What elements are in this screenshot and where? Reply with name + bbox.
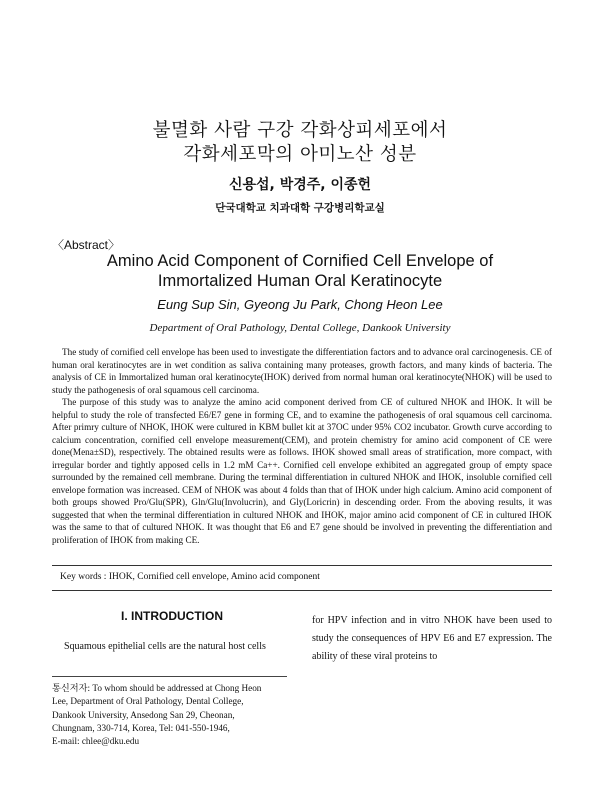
footnote-line: Chungnam, 330-714, Korea, Tel: 041-550-1946, — [52, 722, 230, 733]
divider-top — [52, 565, 552, 566]
korean-title-line-2: 각화세포막의 아미노산 성분 — [183, 144, 417, 165]
english-affiliation: Department of Oral Pathology, Dental College, Dankook University — [149, 322, 451, 334]
abstract-paragraph-1: The study of cornified cell envelope has been used to investigate the differentiation factors and to advance oral carcinogenesis. CE of human oral keratinocytes are in wet condition as saliva containing many proteases, growth factors, and many kinds of bacteria. The analysis of CE in Immortalized human oral keratinocyte(IHOK) derived from normal human oral keratinocyte(NHOK) will be used to study the pathogenesis of oral squamous cell carcinoma. — [52, 347, 552, 395]
intro-right-column: for HPV infection and in vitro NHOK have been used to study the consequences of HPV E6 and E7 expression. The ability of these viral proteins to — [312, 615, 552, 662]
divider-bottom — [52, 590, 552, 591]
footnote-divider — [52, 676, 287, 677]
footnote-line: Dankook University, Ansedong San 29, Cheonan, — [52, 709, 235, 720]
footnote-line: E-mail: chlee@dku.edu — [52, 736, 140, 747]
abstract-paragraph-2: The purpose of this study was to analyze the amino acid component derived from CE of cultured NHOK and IHOK. It will be helpful to study the role of transfected E6/E7 gene in forming CE, and to examine the pathogenesis of oral squamous cell carcinoma. After primry culture of NHOK, IHOK were cultured in KBM bullet kit at 37OC under 95% CO2 incubator. Growth curve according to calcium concentration, cornified cell envelope measurement(CEM), and protein chemistry for amino acid component of CE were done(Mena±SD), respectively. The obtained results were as follows. IHOK showed small areas of stratification, more compact, with irregular border and tightly apposed cells in 1.2 mM Ca++. Cornified cell envelope exhibited an aggregated group of empty space surrounded by the remained cell membrane. During the terminal differentiation in cultured NHOK and IHOK, insoluble cornified cell envelope formation was increased. CEM of NHOK was about 4 folds than that of IHOK under high calcium. Amino acid component of both groups showed Pro/Glu(SPR), Gln/Glu(Involucrin), and Gly(Loricrin) in descending order. From the aboving results, it was suggested that when the terminal differentiation in cultured NHOK and IHOK, major amino acid component of CE in cultured IHOK was the same to that of cultured NHOK. It was thought that E6 and E7 gene should be involved in preventing the differentiation and proliferation of IHOK from making CE. — [52, 397, 552, 545]
korean-affiliation: 단국대학교 치과대학 구강병리학교실 — [215, 202, 385, 214]
korean-authors: 신용섭, 박경주, 이종헌 — [228, 177, 372, 193]
abstract-label: 〈Abstract〉 — [52, 238, 121, 252]
footnote-line: 통신저자: To whom should be addressed at Chong Heon — [52, 683, 262, 693]
abstract-body — [52, 346, 552, 546]
section-heading: I. INTRODUCTION — [121, 609, 223, 623]
footnote — [52, 682, 292, 748]
footnote-line: Lee, Department of Oral Pathology, Dental College, — [52, 696, 244, 707]
keywords: Key words : IHOK, Cornified cell envelope, Amino acid component — [60, 572, 320, 582]
english-title-line-2: Immortalized Human Oral Keratinocyte — [157, 272, 443, 290]
english-title-line-1: Amino Acid Component of Cornified Cell Envelope of — [106, 252, 494, 270]
intro-left-column: Squamous epithelial cells are the natural host cells — [64, 641, 266, 652]
korean-title-line-1: 불멸화 사람 구강 각화상피세포에서 — [152, 120, 448, 141]
english-authors: Eung Sup Sin, Gyeong Ju Park, Chong Heon Lee — [157, 297, 443, 312]
